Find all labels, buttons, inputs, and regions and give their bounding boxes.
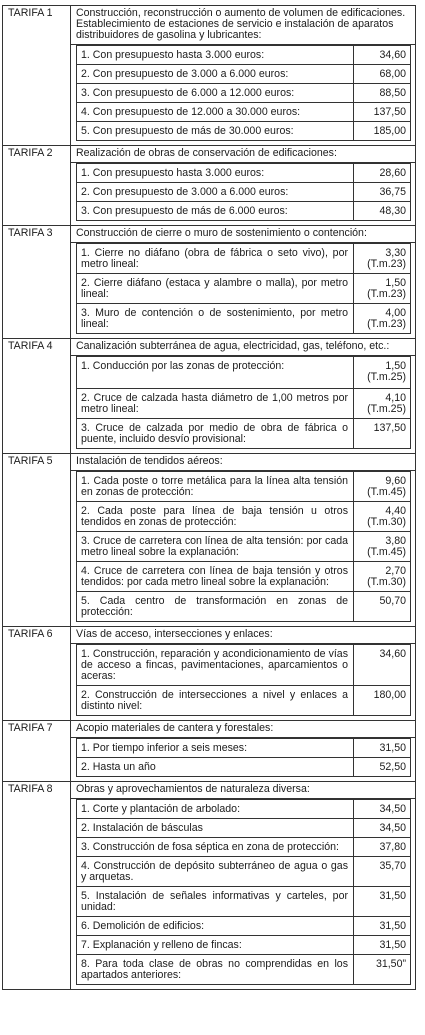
tarifa-item-row xyxy=(77,419,411,449)
amount-value: 1,50 xyxy=(385,277,406,289)
amount-value: 48,30 xyxy=(379,205,406,217)
tarifa-item-row xyxy=(77,917,411,936)
tarifa-heading-row xyxy=(3,627,416,644)
tarifa-items-cell xyxy=(71,45,416,146)
amount-value: 52,50 xyxy=(379,761,406,773)
amount-value: 31,50 xyxy=(379,920,406,932)
tarifa-item-row xyxy=(77,936,411,955)
item-description: 1. Construcción, reparación y acondicionamiento de vías de acceso a fincas, pavimentaciones, aparcamientos o aceras: xyxy=(77,645,354,686)
item-description: 2. Construcción de intersecciones a nivel y enlaces a distinto nivel: xyxy=(77,686,354,716)
item-amount xyxy=(354,164,411,183)
tarifa-heading-row xyxy=(3,339,416,356)
tarifa-item-row xyxy=(77,357,411,389)
tarifa-heading-row xyxy=(3,721,416,738)
item-amount xyxy=(354,103,411,122)
amount-value: 50,70 xyxy=(379,595,406,607)
tarifa-item-row xyxy=(77,244,411,274)
amount-value: 3,80 xyxy=(385,535,406,547)
tarifa-heading: Acopio materiales de cantera y forestales: xyxy=(71,721,416,738)
item-description: 3. Con presupuesto de 6.000 a 12.000 euros: xyxy=(77,84,354,103)
item-amount xyxy=(354,955,411,985)
tarifa-item-row xyxy=(77,122,411,141)
amount-value: 4,00 xyxy=(385,307,406,319)
item-description: 3. Cruce de calzada por medio de obra de fábrica o puente, incluido desvío provisional: xyxy=(77,419,354,449)
tarifa-items-table xyxy=(76,356,411,449)
tarifa-items-table xyxy=(76,738,411,777)
tarifa-item-row xyxy=(77,758,411,777)
tarifa-heading-row xyxy=(3,454,416,471)
amount-value: 68,00 xyxy=(379,68,406,80)
item-description: 5. Instalación de señales informativas y carteles, por unidad: xyxy=(77,887,354,917)
tarifa-heading-row xyxy=(3,146,416,163)
item-amount xyxy=(354,739,411,758)
tarifas-body xyxy=(3,6,416,990)
tarifa-heading-row xyxy=(3,226,416,243)
tarifa-item-row xyxy=(77,819,411,838)
amount-value: 34,60 xyxy=(379,648,406,660)
tarifa-item-row xyxy=(77,202,411,221)
item-amount xyxy=(354,532,411,562)
amount-tariff-ref: (T.m.45) xyxy=(367,486,406,498)
tarifa-heading: Realización de obras de conservación de edificaciones: xyxy=(71,146,416,163)
tarifa-item-row xyxy=(77,562,411,592)
amount-value: 31,50” xyxy=(375,958,406,970)
amount-tariff-ref: (T.m.30) xyxy=(367,516,406,528)
tarifa-code: TARIFA 6 xyxy=(3,627,71,721)
tarifa-item-row xyxy=(77,183,411,202)
item-description: 5. Cada centro de transformación en zonas de protección: xyxy=(77,592,354,622)
item-description: 1. Por tiempo inferior a seis meses: xyxy=(77,739,354,758)
tarifa-heading: Instalación de tendidos aéreos: xyxy=(71,454,416,471)
item-description: 2. Instalación de básculas xyxy=(77,819,354,838)
item-amount xyxy=(354,592,411,622)
tarifa-code: TARIFA 1 xyxy=(3,6,71,146)
tarifa-heading: Obras y aprovechamientos de naturaleza diversa: xyxy=(71,782,416,799)
amount-value: 9,60 xyxy=(385,475,406,487)
amount-value: 34,50 xyxy=(379,803,406,815)
tarifa-code: TARIFA 7 xyxy=(3,721,71,782)
item-description: 2. Con presupuesto de 3.000 a 6.000 euros: xyxy=(77,183,354,202)
tarifa-code: TARIFA 8 xyxy=(3,782,71,990)
tarifa-item-row xyxy=(77,532,411,562)
amount-value: 3,30 xyxy=(385,247,406,259)
item-description: 1. Cierre no diáfano (obra de fábrica o seto vivo), por metro lineal: xyxy=(77,244,354,274)
item-amount xyxy=(354,183,411,202)
amount-tariff-ref: (T.m.45) xyxy=(367,546,406,558)
tarifa-item-row xyxy=(77,686,411,716)
amount-value: 31,50 xyxy=(379,890,406,902)
item-description: 1. Con presupuesto hasta 3.000 euros: xyxy=(77,164,354,183)
tarifa-item-row xyxy=(77,65,411,84)
tarifa-item-row xyxy=(77,304,411,334)
item-description: 2. Con presupuesto de 3.000 a 6.000 euros: xyxy=(77,65,354,84)
tarifa-item-row xyxy=(77,472,411,502)
tarifa-heading: Construcción, reconstrucción o aumento de volumen de edificaciones. Establecimiento de estaciones de servicio e instalación de aparatos distribuidores de gasolina y lubricantes: xyxy=(71,6,416,45)
tarifa-item-row xyxy=(77,274,411,304)
item-amount xyxy=(354,758,411,777)
item-amount xyxy=(354,122,411,141)
item-description: 1. Con presupuesto hasta 3.000 euros: xyxy=(77,46,354,65)
amount-tariff-ref: (T.m.23) xyxy=(367,318,406,330)
amount-value: 4,40 xyxy=(385,505,406,517)
tarifas-table xyxy=(2,5,416,990)
amount-value: 31,50 xyxy=(379,742,406,754)
item-amount xyxy=(354,304,411,334)
item-description: 4. Con presupuesto de 12.000 a 30.000 euros: xyxy=(77,103,354,122)
amount-value: 2,70 xyxy=(385,565,406,577)
item-description: 2. Cada poste para línea de baja tensión u otros tendidos en zonas de protección: xyxy=(77,502,354,532)
amount-value: 35,70 xyxy=(379,860,406,872)
item-amount xyxy=(354,84,411,103)
amount-value: 1,50 xyxy=(385,360,406,372)
item-amount xyxy=(354,936,411,955)
tarifa-heading: Canalización subterránea de agua, electricidad, gas, teléfono, etc.: xyxy=(71,339,416,356)
amount-tariff-ref: (T.m.23) xyxy=(367,288,406,300)
tarifa-items-cell xyxy=(71,471,416,627)
tarifa-items-cell xyxy=(71,644,416,721)
amount-tariff-ref: (T.m.25) xyxy=(367,403,406,415)
item-description: 5. Con presupuesto de más de 30.000 euros: xyxy=(77,122,354,141)
item-description: 4. Cruce de carretera con línea de baja tensión y otros tendidos: por cada metro lineal sobre la explanación: xyxy=(77,562,354,592)
item-description: 3. Cruce de carretera con línea de alta tensión: por cada metro lineal sobre la explanación: xyxy=(77,532,354,562)
item-amount xyxy=(354,357,411,389)
item-description: 6. Demolición de edificios: xyxy=(77,917,354,936)
tarifa-heading-row xyxy=(3,782,416,799)
tarifa-item-row xyxy=(77,857,411,887)
amount-value: 180,00 xyxy=(373,689,406,701)
tarifa-items-cell xyxy=(71,163,416,226)
amount-value: 4,10 xyxy=(385,392,406,404)
amount-value: 34,60 xyxy=(379,49,406,61)
item-amount xyxy=(354,244,411,274)
item-description: 8. Para toda clase de obras no comprendidas en los apartados anteriores: xyxy=(77,955,354,985)
tarifa-items-cell xyxy=(71,243,416,339)
item-amount xyxy=(354,819,411,838)
item-amount xyxy=(354,645,411,686)
item-amount xyxy=(354,274,411,304)
tarifa-items-table xyxy=(76,644,411,716)
tarifa-items-table xyxy=(76,163,411,221)
item-amount xyxy=(354,46,411,65)
item-description: 3. Con presupuesto de más de 6.000 euros: xyxy=(77,202,354,221)
item-description: 2. Hasta un año xyxy=(77,758,354,777)
tarifa-items-cell xyxy=(71,799,416,990)
item-description: 1. Cada poste o torre metálica para la línea alta tensión en zonas de protección: xyxy=(77,472,354,502)
tarifa-item-row xyxy=(77,389,411,419)
tarifa-item-row xyxy=(77,502,411,532)
tarifa-code: TARIFA 3 xyxy=(3,226,71,339)
amount-value: 137,50 xyxy=(373,106,406,118)
item-description: 7. Explanación y relleno de fincas: xyxy=(77,936,354,955)
amount-tariff-ref: (T.m.23) xyxy=(367,258,406,270)
tarifa-item-row xyxy=(77,103,411,122)
item-description: 2. Cruce de calzada hasta diámetro de 1,00 metros por metro lineal: xyxy=(77,389,354,419)
tarifa-code: TARIFA 4 xyxy=(3,339,71,454)
amount-value: 137,50 xyxy=(373,422,406,434)
amount-value: 88,50 xyxy=(379,87,406,99)
item-amount xyxy=(354,202,411,221)
tarifa-items-table xyxy=(76,471,411,622)
item-amount xyxy=(354,389,411,419)
item-description: 4. Construcción de depósito subterráneo de agua o gas y arquetas. xyxy=(77,857,354,887)
tarifa-item-row xyxy=(77,887,411,917)
amount-value: 185,00 xyxy=(373,125,406,137)
item-amount xyxy=(354,800,411,819)
tarifa-heading-row xyxy=(3,6,416,45)
tarifa-item-row xyxy=(77,84,411,103)
item-amount xyxy=(354,419,411,449)
item-description: 3. Construcción de fosa séptica en zona de protección: xyxy=(77,838,354,857)
amount-value: 31,50 xyxy=(379,939,406,951)
item-amount xyxy=(354,686,411,716)
tarifa-items-table xyxy=(76,799,411,985)
item-description: 1. Corte y plantación de arbolado: xyxy=(77,800,354,819)
tarifa-item-row xyxy=(77,739,411,758)
tarifa-items-table xyxy=(76,243,411,334)
item-amount xyxy=(354,472,411,502)
item-description: 3. Muro de contención o de sostenimiento, por metro lineal: xyxy=(77,304,354,334)
tarifa-item-row xyxy=(77,164,411,183)
tarifa-heading: Vías de acceso, intersecciones y enlaces: xyxy=(71,627,416,644)
tarifa-code: TARIFA 2 xyxy=(3,146,71,226)
tarifa-code: TARIFA 5 xyxy=(3,454,71,627)
item-description: 2. Cierre diáfano (estaca y alambre o malla), por metro lineal: xyxy=(77,274,354,304)
item-amount xyxy=(354,917,411,936)
tarifa-item-row xyxy=(77,955,411,985)
item-amount xyxy=(354,65,411,84)
amount-value: 34,50 xyxy=(379,822,406,834)
amount-tariff-ref: (T.m.30) xyxy=(367,576,406,588)
tarifa-item-row xyxy=(77,838,411,857)
tarifa-items-cell xyxy=(71,738,416,782)
tarifa-item-row xyxy=(77,800,411,819)
tarifa-heading: Construcción de cierre o muro de sostenimiento o contención: xyxy=(71,226,416,243)
amount-value: 36,75 xyxy=(379,186,406,198)
item-amount xyxy=(354,887,411,917)
item-amount xyxy=(354,857,411,887)
item-amount xyxy=(354,838,411,857)
item-amount xyxy=(354,562,411,592)
tarifa-item-row xyxy=(77,645,411,686)
item-description: 1. Conducción por las zonas de protección: xyxy=(77,357,354,389)
amount-value: 37,80 xyxy=(379,841,406,853)
amount-tariff-ref: (T.m.25) xyxy=(367,371,406,383)
tarifa-items-table xyxy=(76,45,411,141)
tarifa-item-row xyxy=(77,46,411,65)
amount-value: 28,60 xyxy=(379,167,406,179)
tarifa-item-row xyxy=(77,592,411,622)
item-amount xyxy=(354,502,411,532)
tarifa-items-cell xyxy=(71,356,416,454)
